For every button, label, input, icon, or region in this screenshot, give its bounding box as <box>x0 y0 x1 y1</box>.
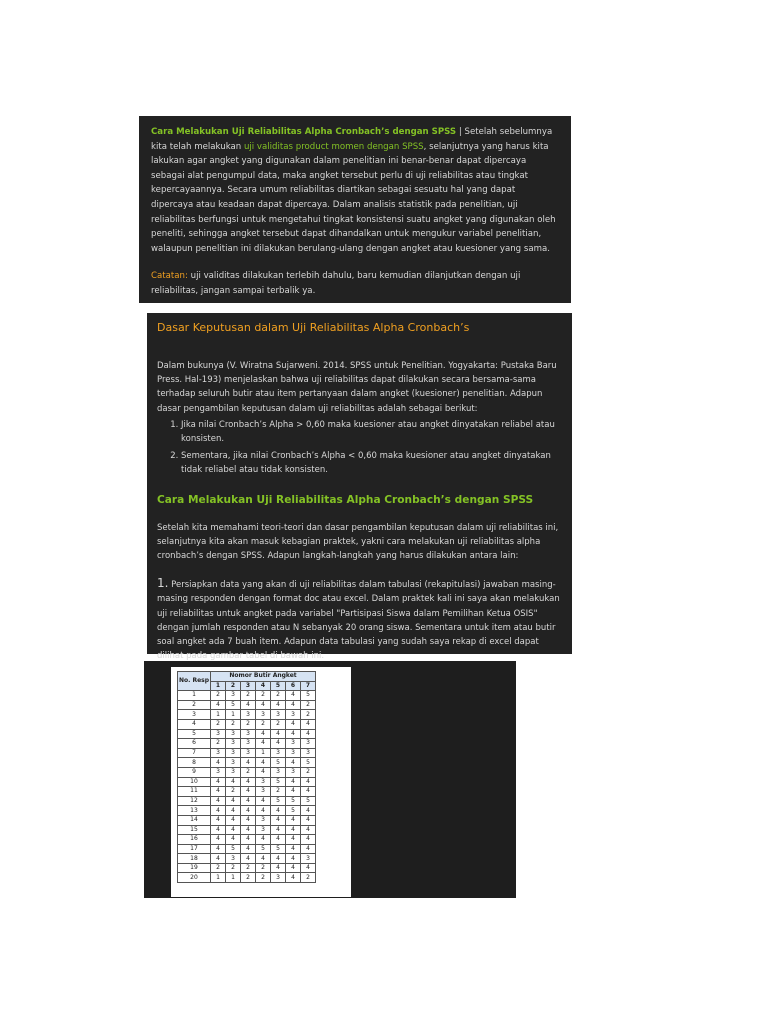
score-cell: 3 <box>286 739 301 749</box>
score-cell: 4 <box>286 863 301 873</box>
score-cell: 2 <box>301 710 316 720</box>
resp-number-cell: 6 <box>178 739 211 749</box>
score-cell: 2 <box>271 691 286 701</box>
score-cell: 5 <box>256 844 271 854</box>
score-cell: 4 <box>211 825 226 835</box>
score-cell: 5 <box>286 806 301 816</box>
resp-number-cell: 20 <box>178 873 211 883</box>
resp-number-cell: 13 <box>178 806 211 816</box>
score-cell: 4 <box>226 777 241 787</box>
score-cell: 3 <box>286 748 301 758</box>
score-cell: 4 <box>271 806 286 816</box>
score-cell: 3 <box>241 748 256 758</box>
tabulation-table-image <box>171 667 351 897</box>
resp-number-cell: 7 <box>178 748 211 758</box>
score-cell: 3 <box>241 710 256 720</box>
score-cell: 4 <box>256 806 271 816</box>
score-cell: 4 <box>286 777 301 787</box>
score-cell: 4 <box>286 787 301 797</box>
table-row <box>178 691 316 701</box>
score-cell: 4 <box>241 758 256 768</box>
score-cell: 4 <box>301 815 316 825</box>
score-cell: 2 <box>256 719 271 729</box>
score-cell: 2 <box>256 691 271 701</box>
score-cell: 1 <box>211 710 226 720</box>
score-cell: 2 <box>256 863 271 873</box>
score-cell: 3 <box>301 854 316 864</box>
score-cell: 3 <box>226 758 241 768</box>
score-cell: 5 <box>271 777 286 787</box>
method-paragraph: Setelah kita memahami teori-teori dan dasar pengambilan keputusan dalam uji reliabilitas ini, selanjutnya kita akan masuk kebagian praktek, yakni cara melakukan uji reliabilitas alpha cronbach’s dengan SPSS. Adapun langkah-langkah yang harus dilakukan antara lain: <box>157 522 559 562</box>
score-cell: 4 <box>301 806 316 816</box>
score-cell: 4 <box>211 844 226 854</box>
score-cell: 3 <box>226 729 241 739</box>
score-cell: 2 <box>241 719 256 729</box>
table-row <box>178 777 316 787</box>
note-label: Catatan: <box>151 271 188 282</box>
validity-link[interactable]: uji validitas product momen dengan SPSS <box>243 141 424 152</box>
score-cell: 2 <box>211 719 226 729</box>
intro-paragraph <box>151 125 559 256</box>
intro-panel <box>139 116 571 303</box>
score-cell: 4 <box>256 796 271 806</box>
score-cell: 3 <box>241 729 256 739</box>
score-cell: 5 <box>226 700 241 710</box>
score-cell: 2 <box>241 863 256 873</box>
resp-number-cell: 4 <box>178 719 211 729</box>
score-cell: 4 <box>211 758 226 768</box>
score-cell: 4 <box>211 777 226 787</box>
score-cell: 4 <box>286 729 301 739</box>
table-image-panel <box>144 661 516 898</box>
score-cell: 4 <box>256 758 271 768</box>
intro-text-b: , selanjutnya yang harus kita lakukan agar angket yang digunakan dalam penelitian ini benar-benar dapat dipercaya sebagai alat pengumpul data, maka angket tersebut perlu di uji reliabilitas atau tingkat kepercayaannya. Secara umum reliabilitas diartikan sebagai sesuatu hal yang dapat dipercaya atau keadaan dapat dipercaya. Dalam analisis statistik pada penelitian, uji reliabilitas berfungsi untuk mengetahui tingkat konsistensi suatu angket yang digunakan oleh peneliti, sehingga angket tersebut dapat dihandalkan untuk mengukur variabel penelitian, walaupun penelitian ini dilakukan berulang-ulang dengan angket atau kuesioner yang sama. <box>151 141 556 254</box>
score-cell: 3 <box>226 748 241 758</box>
score-cell: 4 <box>226 806 241 816</box>
score-cell: 4 <box>241 825 256 835</box>
step-1-paragraph <box>157 576 562 663</box>
rule-item: 2. Sementara, jika nilai Cronbach’s Alpha < 0,60 maka kuesioner atau angket dinyatakan tidak reliabel atau tidak konsisten. <box>181 449 562 477</box>
score-cell: 3 <box>271 710 286 720</box>
score-cell: 4 <box>271 863 286 873</box>
score-cell: 4 <box>286 873 301 883</box>
score-cell: 4 <box>226 796 241 806</box>
score-cell: 4 <box>241 835 256 845</box>
header-item: 3 <box>241 681 256 691</box>
table-row <box>178 844 316 854</box>
table-row <box>178 729 316 739</box>
score-cell: 4 <box>301 863 316 873</box>
score-cell: 4 <box>211 787 226 797</box>
score-cell: 4 <box>301 719 316 729</box>
intro-text-a: Setelah sebelumnya kita telah melakukan <box>151 127 553 152</box>
score-cell: 4 <box>256 835 271 845</box>
note-paragraph <box>151 269 559 298</box>
score-cell: 5 <box>271 796 286 806</box>
score-cell: 2 <box>226 719 241 729</box>
step-1-number: 1. <box>157 576 169 591</box>
score-cell: 4 <box>286 719 301 729</box>
score-cell: 4 <box>271 854 286 864</box>
score-cell: 4 <box>241 844 256 854</box>
resp-number-cell: 1 <box>178 691 211 701</box>
table-row <box>178 758 316 768</box>
score-cell: 4 <box>301 825 316 835</box>
resp-number-cell: 15 <box>178 825 211 835</box>
resp-number-cell: 17 <box>178 844 211 854</box>
score-cell: 4 <box>301 777 316 787</box>
score-cell: 1 <box>256 748 271 758</box>
score-cell: 4 <box>286 825 301 835</box>
score-cell: 5 <box>271 844 286 854</box>
score-cell: 3 <box>271 873 286 883</box>
score-cell: 4 <box>301 729 316 739</box>
score-cell: 4 <box>211 806 226 816</box>
title-separator: | <box>456 127 465 137</box>
table-row <box>178 719 316 729</box>
table-row <box>178 835 316 845</box>
score-cell: 2 <box>271 719 286 729</box>
score-cell: 2 <box>226 787 241 797</box>
score-cell: 4 <box>271 825 286 835</box>
score-cell: 2 <box>241 691 256 701</box>
score-cell: 4 <box>286 815 301 825</box>
score-cell: 4 <box>226 835 241 845</box>
score-cell: 2 <box>226 863 241 873</box>
resp-number-cell: 18 <box>178 854 211 864</box>
score-cell: 3 <box>211 729 226 739</box>
resp-number-cell: 11 <box>178 787 211 797</box>
score-cell: 4 <box>271 700 286 710</box>
table-row <box>178 863 316 873</box>
method-heading: Cara Melakukan Uji Reliabilitas Alpha Cronbach’s dengan SPSS <box>157 493 534 506</box>
header-item-group: Nomor Butir Angket <box>211 672 316 682</box>
table-row <box>178 767 316 777</box>
score-cell: 4 <box>211 854 226 864</box>
score-cell: 4 <box>211 796 226 806</box>
decision-heading: Dasar Keputusan dalam Uji Reliabilitas Alpha Cronbach’s <box>157 321 470 334</box>
score-cell: 4 <box>301 844 316 854</box>
score-cell: 4 <box>241 700 256 710</box>
score-cell: 4 <box>271 729 286 739</box>
header-item: 4 <box>256 681 271 691</box>
score-cell: 2 <box>241 767 256 777</box>
score-cell: 2 <box>211 739 226 749</box>
table-row <box>178 873 316 883</box>
score-cell: 3 <box>256 815 271 825</box>
score-cell: 3 <box>256 710 271 720</box>
score-cell: 4 <box>271 835 286 845</box>
score-cell: 5 <box>226 844 241 854</box>
table-row <box>178 710 316 720</box>
score-cell: 4 <box>211 835 226 845</box>
score-cell: 3 <box>286 767 301 777</box>
score-cell: 2 <box>271 787 286 797</box>
score-cell: 2 <box>256 873 271 883</box>
resp-number-cell: 2 <box>178 700 211 710</box>
resp-number-cell: 5 <box>178 729 211 739</box>
header-item: 1 <box>211 681 226 691</box>
table-row <box>178 806 316 816</box>
score-cell: 3 <box>226 739 241 749</box>
table-row <box>178 825 316 835</box>
score-cell: 4 <box>286 700 301 710</box>
article-title: Cara Melakukan Uji Reliabilitas Alpha Cronbach’s dengan SPSS <box>151 127 457 137</box>
score-cell: 2 <box>211 863 226 873</box>
table-row <box>178 748 316 758</box>
header-item: 6 <box>286 681 301 691</box>
tabulation-table <box>177 671 316 883</box>
decision-panel <box>147 313 572 662</box>
score-cell: 4 <box>301 787 316 797</box>
score-cell: 1 <box>226 710 241 720</box>
score-cell: 3 <box>226 767 241 777</box>
score-cell: 4 <box>241 854 256 864</box>
table-row <box>178 854 316 864</box>
score-cell: 4 <box>211 700 226 710</box>
score-cell: 2 <box>241 873 256 883</box>
score-cell: 4 <box>286 844 301 854</box>
score-cell: 5 <box>301 796 316 806</box>
score-cell: 3 <box>226 854 241 864</box>
rule-item: 1. Jika nilai Cronbach’s Alpha > 0,60 maka kuesioner atau angket dinyatakan reliabel atau konsisten. <box>181 418 562 446</box>
header-item: 5 <box>271 681 286 691</box>
header-item: 7 <box>301 681 316 691</box>
score-cell: 4 <box>286 854 301 864</box>
score-cell: 4 <box>256 729 271 739</box>
score-cell: 4 <box>286 691 301 701</box>
step-1-text: Persiapkan data yang akan di uji reliabilitas dalam tabulasi (rekapitulasi) jawaban masing-masing responden dengan format doc atau excel. Dalam praktek kali ini saya akan melakukan uji reliabilitas untuk angket pada variabel "Partisipasi Siswa dalam Pemilihan Ketua OSIS" dengan jumlah responden atau N sebanyak 20 orang siswa. Sementara untuk item atau butir soal angket ada 7 buah item. Adapun data tabulasi yang sudah saya rekap di excel dapat dilihat pada gambar tabel di bawah ini. <box>157 580 560 662</box>
score-cell: 3 <box>271 767 286 777</box>
score-cell: 3 <box>211 767 226 777</box>
score-cell: 2 <box>211 691 226 701</box>
header-item: 2 <box>226 681 241 691</box>
score-cell: 4 <box>271 815 286 825</box>
score-cell: 4 <box>241 787 256 797</box>
resp-number-cell: 3 <box>178 710 211 720</box>
note-text: uji validitas dilakukan terlebih dahulu, baru kemudian dilanjutkan dengan uji reliabilitas, jangan sampai terbalik ya. <box>151 271 521 296</box>
decision-paragraph: Dalam bukunya (V. Wiratna Sujarweni. 2014. SPSS untuk Penelitian. Yogyakarta: Pustaka Baru Press. Hal-193) menjelaskan bahwa uji reliabilitas dapat dilakukan secara bersama-sama terhadap seluruh butir atau item pertanyaan dalam angket (kuesioner) penelitian. Adapun dasar pengambilan keputusan dalam uji reliabilitas adalah sebagai berikut: <box>157 361 557 414</box>
score-cell: 3 <box>301 748 316 758</box>
score-cell: 5 <box>301 691 316 701</box>
score-cell: 4 <box>241 815 256 825</box>
score-cell: 3 <box>286 710 301 720</box>
resp-number-cell: 9 <box>178 767 211 777</box>
score-cell: 4 <box>241 796 256 806</box>
score-cell: 4 <box>226 825 241 835</box>
score-cell: 4 <box>301 835 316 845</box>
score-cell: 2 <box>301 767 316 777</box>
score-cell: 1 <box>226 873 241 883</box>
score-cell: 3 <box>226 691 241 701</box>
table-row <box>178 796 316 806</box>
table-row <box>178 700 316 710</box>
score-cell: 3 <box>271 748 286 758</box>
score-cell: 3 <box>211 748 226 758</box>
table-row <box>178 787 316 797</box>
score-cell: 4 <box>241 777 256 787</box>
score-cell: 4 <box>256 700 271 710</box>
score-cell: 5 <box>301 758 316 768</box>
resp-number-cell: 8 <box>178 758 211 768</box>
score-cell: 5 <box>271 758 286 768</box>
score-cell: 3 <box>256 787 271 797</box>
score-cell: 1 <box>211 873 226 883</box>
score-cell: 3 <box>256 777 271 787</box>
score-cell: 4 <box>256 854 271 864</box>
table-row <box>178 739 316 749</box>
header-resp: No. Resp <box>178 672 211 691</box>
resp-number-cell: 10 <box>178 777 211 787</box>
decision-rules-list <box>157 418 562 478</box>
score-cell: 4 <box>211 815 226 825</box>
resp-number-cell: 19 <box>178 863 211 873</box>
score-cell: 3 <box>241 739 256 749</box>
resp-number-cell: 16 <box>178 835 211 845</box>
score-cell: 4 <box>241 806 256 816</box>
score-cell: 4 <box>286 758 301 768</box>
score-cell: 2 <box>301 700 316 710</box>
score-cell: 4 <box>226 815 241 825</box>
score-cell: 5 <box>286 796 301 806</box>
resp-number-cell: 12 <box>178 796 211 806</box>
score-cell: 4 <box>271 739 286 749</box>
table-row <box>178 815 316 825</box>
table-body <box>178 691 316 883</box>
score-cell: 3 <box>256 825 271 835</box>
score-cell: 4 <box>286 835 301 845</box>
score-cell: 4 <box>256 767 271 777</box>
resp-number-cell: 14 <box>178 815 211 825</box>
score-cell: 2 <box>301 873 316 883</box>
score-cell: 4 <box>256 739 271 749</box>
score-cell: 3 <box>301 739 316 749</box>
